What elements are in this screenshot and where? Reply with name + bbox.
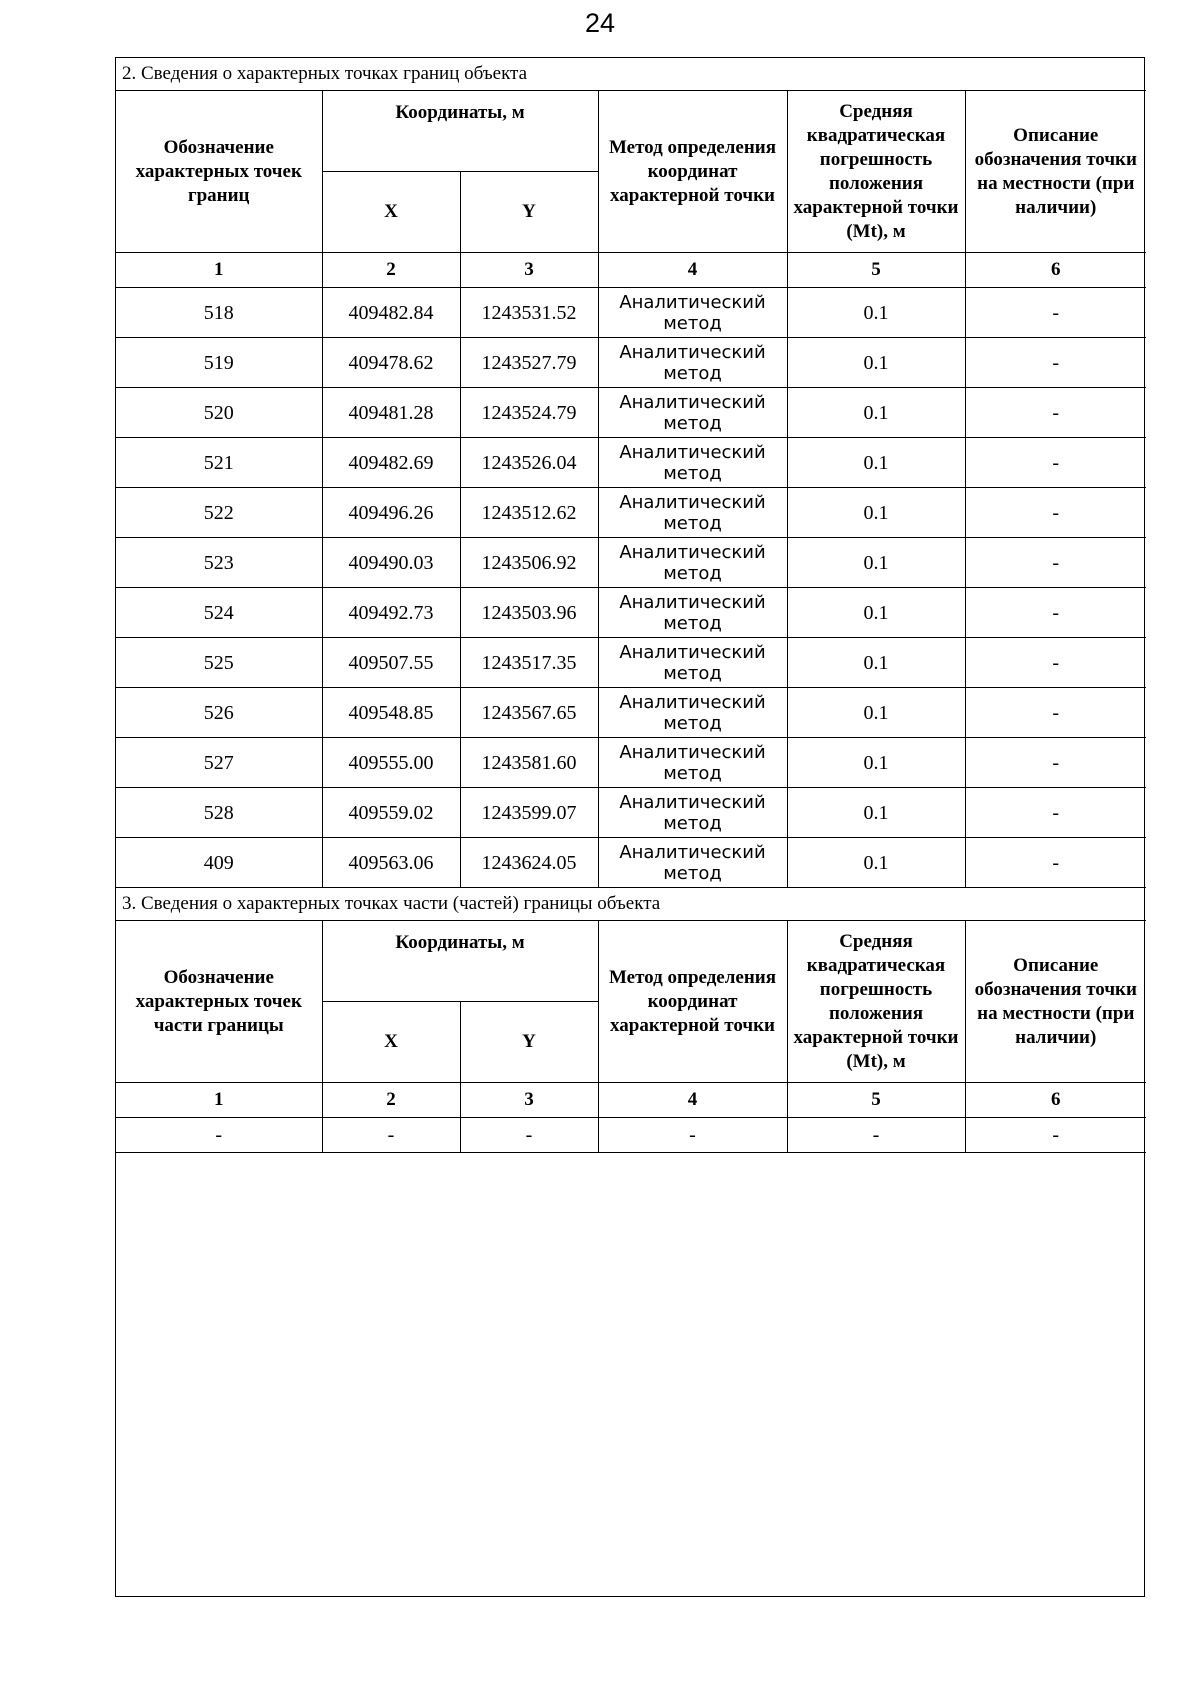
page-number: 24 (584, 8, 616, 38)
cell-y: 1243506.92 (460, 538, 598, 588)
section3-title: 3. Сведения о характерных точках части (частей) границы объекта (116, 888, 1146, 921)
column-numbers-row (116, 253, 1146, 288)
column-number: 5 (787, 253, 965, 288)
cell-point: 523 (116, 538, 322, 588)
cell-accuracy: 0.1 (787, 688, 965, 738)
cell-x: 409490.03 (322, 538, 460, 588)
cell-description: - (965, 788, 1146, 838)
cell-y: 1243512.62 (460, 488, 598, 538)
table-row (116, 388, 1146, 438)
cell-point: 528 (116, 788, 322, 838)
table-row (116, 1118, 1146, 1153)
cell-x: 409482.84 (322, 288, 460, 338)
cell-description: - (965, 1118, 1146, 1153)
cell-description: - (965, 288, 1146, 338)
cell-point: 520 (116, 388, 322, 438)
header-x: X (322, 172, 460, 253)
cell-accuracy: 0.1 (787, 588, 965, 638)
cell-method: Аналитический метод (598, 788, 787, 838)
cell-method: Аналитический метод (598, 538, 787, 588)
header-y: Y (460, 172, 598, 253)
table-row (116, 538, 1146, 588)
cell-x: 409548.85 (322, 688, 460, 738)
cell-y: 1243581.60 (460, 738, 598, 788)
header-description: Описание обозначения точки на местности (при наличии) (965, 921, 1146, 1083)
cell-accuracy: 0.1 (787, 638, 965, 688)
header-coordinates: Координаты, м (322, 91, 598, 172)
cell-y: 1243517.35 (460, 638, 598, 688)
column-number: 1 (116, 1083, 322, 1118)
cell-y: 1243599.07 (460, 788, 598, 838)
header-method: Метод определения координат характерной точки (598, 91, 787, 253)
cell-description: - (965, 738, 1146, 788)
table-row (116, 788, 1146, 838)
column-number: 2 (322, 253, 460, 288)
cell-method: Аналитический метод (598, 588, 787, 638)
cell-description: - (965, 588, 1146, 638)
table-row (116, 588, 1146, 638)
cell-method: Аналитический метод (598, 338, 787, 388)
cell-description: - (965, 688, 1146, 738)
cell-point: 518 (116, 288, 322, 338)
cell-point: - (116, 1118, 322, 1153)
cell-accuracy: 0.1 (787, 288, 965, 338)
boundary-points-table (116, 58, 1146, 1153)
cell-accuracy: 0.1 (787, 738, 965, 788)
column-number: 5 (787, 1083, 965, 1118)
cell-point: 527 (116, 738, 322, 788)
cell-point: 525 (116, 638, 322, 688)
cell-x: 409481.28 (322, 388, 460, 438)
cell-accuracy: 0.1 (787, 788, 965, 838)
cell-method: Аналитический метод (598, 438, 787, 488)
cell-description: - (965, 438, 1146, 488)
column-numbers-row (116, 1083, 1146, 1118)
cell-method: Аналитический метод (598, 488, 787, 538)
section2-title: 2. Сведения о характерных точках границ объекта (116, 58, 1146, 91)
cell-point: 522 (116, 488, 322, 538)
cell-point: 519 (116, 338, 322, 388)
cell-accuracy: 0.1 (787, 438, 965, 488)
cell-description: - (965, 488, 1146, 538)
table-row (116, 338, 1146, 388)
header-description: Описание обозначения точки на местности (при наличии) (965, 91, 1146, 253)
cell-y: 1243527.79 (460, 338, 598, 388)
column-number: 2 (322, 1083, 460, 1118)
cell-method: Аналитический метод (598, 838, 787, 888)
cell-x: - (322, 1118, 460, 1153)
header-x: X (322, 1002, 460, 1083)
cell-description: - (965, 538, 1146, 588)
table-row (116, 488, 1146, 538)
cell-method: - (598, 1118, 787, 1153)
cell-point: 521 (116, 438, 322, 488)
cell-y: 1243526.04 (460, 438, 598, 488)
column-number: 3 (460, 1083, 598, 1118)
cell-x: 409559.02 (322, 788, 460, 838)
column-number: 3 (460, 253, 598, 288)
document-frame (115, 57, 1145, 1597)
table-row (116, 438, 1146, 488)
column-number: 1 (116, 253, 322, 288)
cell-y: 1243531.52 (460, 288, 598, 338)
header-accuracy: Средняя квадратическая погрешность положения характерной точки (Mt), м (787, 91, 965, 253)
cell-method: Аналитический метод (598, 388, 787, 438)
header-point-name: Обозначение характерных точек границ (116, 91, 322, 253)
cell-accuracy: - (787, 1118, 965, 1153)
cell-y: 1243503.96 (460, 588, 598, 638)
header-point-name: Обозначение характерных точек части границы (116, 921, 322, 1083)
header-accuracy: Средняя квадратическая погрешность положения характерной точки (Mt), м (787, 921, 965, 1083)
cell-y: - (460, 1118, 598, 1153)
table-row (116, 688, 1146, 738)
cell-accuracy: 0.1 (787, 488, 965, 538)
cell-accuracy: 0.1 (787, 838, 965, 888)
cell-accuracy: 0.1 (787, 338, 965, 388)
cell-method: Аналитический метод (598, 288, 787, 338)
cell-accuracy: 0.1 (787, 538, 965, 588)
column-number: 4 (598, 1083, 787, 1118)
cell-y: 1243567.65 (460, 688, 598, 738)
header-y: Y (460, 1002, 598, 1083)
cell-y: 1243524.79 (460, 388, 598, 438)
cell-description: - (965, 338, 1146, 388)
cell-point: 409 (116, 838, 322, 888)
cell-x: 409555.00 (322, 738, 460, 788)
cell-method: Аналитический метод (598, 738, 787, 788)
table-row (116, 838, 1146, 888)
cell-point: 524 (116, 588, 322, 638)
cell-description: - (965, 638, 1146, 688)
cell-y: 1243624.05 (460, 838, 598, 888)
cell-method: Аналитический метод (598, 638, 787, 688)
cell-point: 526 (116, 688, 322, 738)
column-number: 6 (965, 253, 1146, 288)
header-method: Метод определения координат характерной точки (598, 921, 787, 1083)
cell-method: Аналитический метод (598, 688, 787, 738)
cell-x: 409563.06 (322, 838, 460, 888)
table-row (116, 638, 1146, 688)
cell-accuracy: 0.1 (787, 388, 965, 438)
header-coordinates: Координаты, м (322, 921, 598, 1002)
cell-description: - (965, 388, 1146, 438)
cell-description: - (965, 838, 1146, 888)
cell-x: 409507.55 (322, 638, 460, 688)
table-row (116, 288, 1146, 338)
cell-x: 409478.62 (322, 338, 460, 388)
column-number: 4 (598, 253, 787, 288)
cell-x: 409496.26 (322, 488, 460, 538)
column-number: 6 (965, 1083, 1146, 1118)
cell-x: 409492.73 (322, 588, 460, 638)
cell-x: 409482.69 (322, 438, 460, 488)
table-row (116, 738, 1146, 788)
